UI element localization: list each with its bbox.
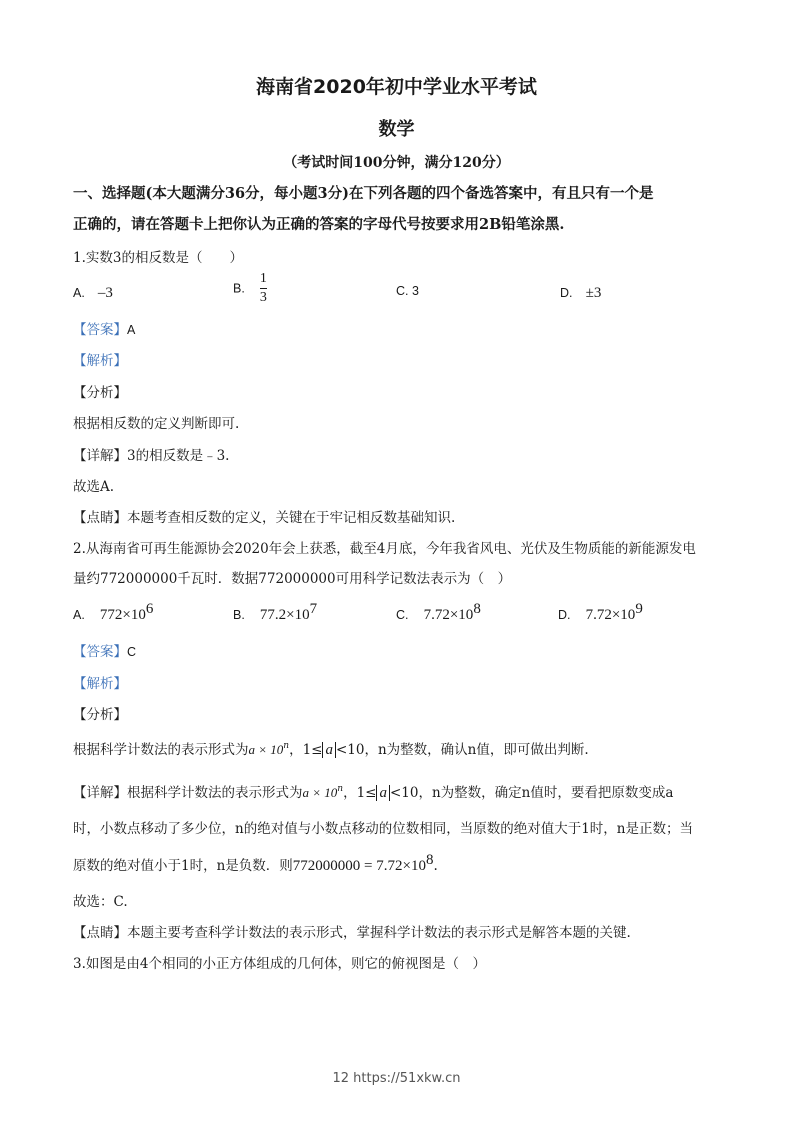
q1-option-c: C. 3 [396,284,419,298]
option-exp: 7 [309,601,318,617]
abs-value: a [322,742,336,758]
q1-fenxi: 【分析】 [73,385,127,401]
q1-jiexi: 【解析】 [73,353,127,369]
q1-answer [73,318,135,338]
option-value: ±3 [585,285,602,301]
exam-info: （考试时间100分钟，满分120分） [283,155,510,171]
q3-stem: 3.如图是由4个相同的小正方体组成的几何体，则它的俯视图是（ ） [73,956,486,972]
q2-xiangjie-line1 [73,781,673,801]
q2-jiexi: 【解析】 [73,676,127,692]
q2-answer [73,640,136,660]
option-label: D. [560,286,573,300]
answer-tag: 【答案】 [73,322,127,338]
q2-stem-line2: 量约772000000千瓦时．数据772000000可用科学记数法表示为（ ） [73,571,512,587]
q1-choose: 故选A. [73,479,115,495]
q2-choose: 故选：C. [73,894,128,910]
denominator: 3 [259,290,267,305]
q1-fenxi-text: 根据相反数的定义判断即可. [73,416,240,432]
option-exp: 6 [145,601,154,617]
fraction [260,270,267,307]
option-base: 772×10 [99,607,146,623]
q1-stem: 1.实数3的相反数是（ ） [73,250,243,266]
q2-option-c [396,601,481,624]
text: <10，n为整数，确定n值时，要看把原数变成a [389,785,674,801]
subject-title: 数学 [378,119,415,140]
option-label: A. [73,286,85,300]
q2-fenxi-text [73,738,589,758]
equation-exp: 8 [425,852,434,868]
numerator: 1 [259,271,267,286]
text: ，1≤ [343,785,377,801]
formula: a × 10 [302,785,338,800]
option-label: C. [396,608,409,622]
option-label: B. [233,608,245,622]
page-footer[interactable]: 12 https://51xkw.cn [332,1071,461,1086]
q2-stem-line1: 2.从海南省可再生能源协会2020年会上获悉，截至4月底，今年我省风电、光伏及生物质能的新能源发电 [73,541,696,557]
option-label: B. [233,281,245,296]
section-heading-line2: 正确的，请在答题卡上把你认为正确的答案的字母代号按要求用2B铅笔涂黑. [73,216,565,233]
text: 根据科学计数法的表示形式为 [73,742,249,758]
text: <10，n为整数，确认n值，即可做出判断. [335,742,589,758]
page-title: 海南省2020年初中学业水平考试 [256,76,537,98]
answer-value: C [127,645,137,659]
q1-option-b [233,270,267,307]
formula: a × 10 [248,742,284,757]
option-exp: 8 [473,601,481,617]
text: 【详解】根据科学计数法的表示形式为 [73,785,303,801]
q1-dianjing: 【点睛】本题考查相反数的定义，关键在于牢记相反数基础知识. [73,510,456,526]
answer-tag: 【答案】 [73,644,127,660]
option-label: D. [558,608,571,622]
abs-value: a [376,785,390,801]
option-exp: 9 [635,601,643,617]
q1-xiangjie: 【详解】3的相反数是﹣3. [73,448,230,464]
q1-option-a [73,282,113,302]
q2-option-a [73,601,153,624]
answer-value: A [127,323,136,337]
q2-xiangjie-line3 [73,852,438,875]
q2-fenxi: 【分析】 [73,707,127,723]
option-base: 7.72×10 [423,607,474,623]
section-heading-line1: 一、选择题(本大题满分36分，每小题3分)在下列各题的四个备选答案中，有且只有一个是 [73,185,654,202]
q2-option-d [558,601,643,624]
option-value: –3 [97,285,113,301]
formula-exp: n [283,741,290,751]
text: 原数的绝对值小于1时，n是负数．则 [73,858,293,874]
equation: 772000000 = 7.72×10 [292,858,426,874]
formula-exp: n [337,784,344,794]
text: . [433,858,438,874]
option-base: 77.2×10 [259,607,310,623]
q2-xiangjie-line2: 时，小数点移动了多少位，n的绝对值与小数点移动的位数相同，当原数的绝对值大于1时，n是正数；当 [73,821,693,837]
option-label: A. [73,608,85,622]
option-base: 7.72×10 [585,607,636,623]
q2-dianjing: 【点睛】本题主要考查科学计数法的表示形式，掌握科学计数法的表示形式是解答本题的关键. [73,925,631,941]
q2-option-b [233,601,317,624]
q1-option-d [560,282,601,302]
text: ，1≤ [289,742,323,758]
